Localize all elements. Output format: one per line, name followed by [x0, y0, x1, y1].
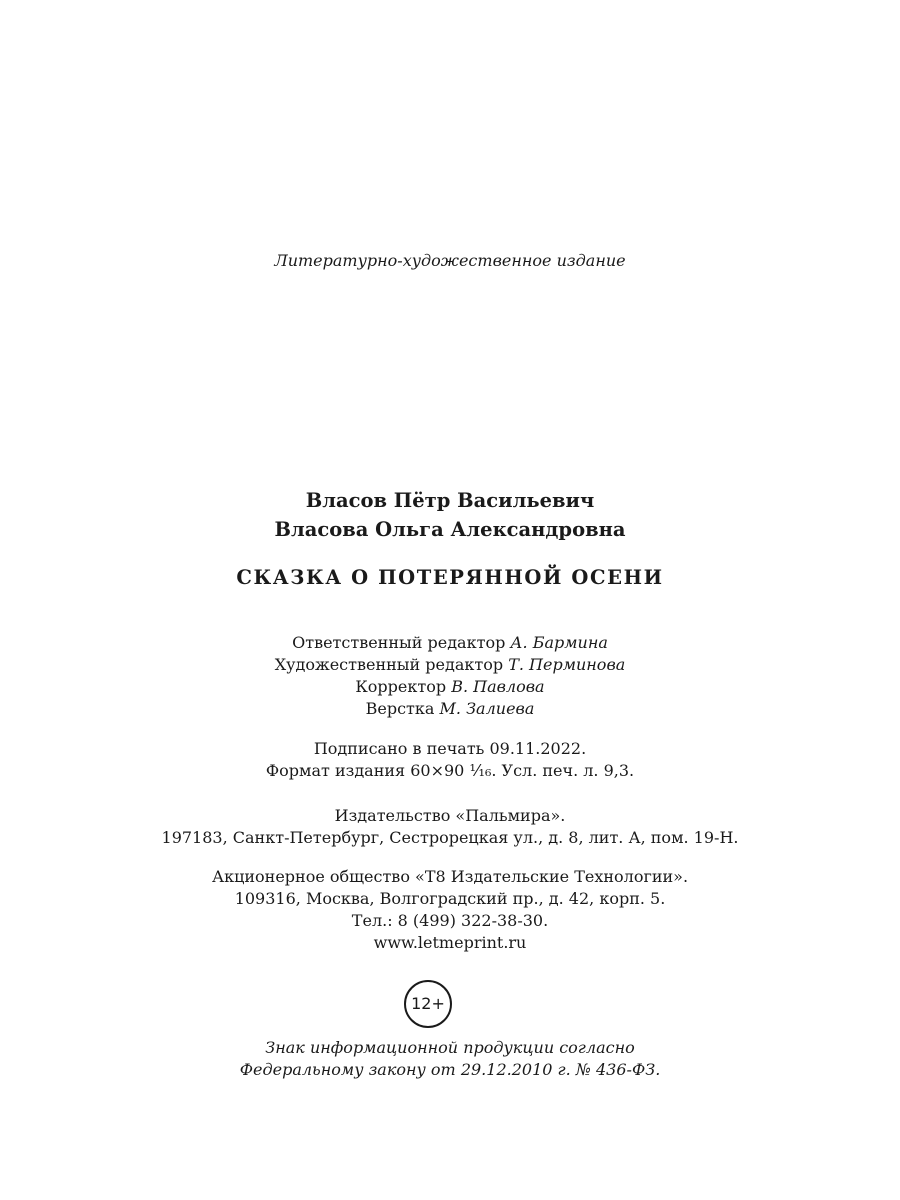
credit-name: В. Павлова — [451, 677, 545, 696]
legal-note-line: Знак информационной продукции согласно — [265, 1038, 635, 1057]
credit-role: Ответственный редактор — [292, 633, 506, 652]
legal-note-line: Федеральному закону от 29.12.2010 г. № 436-ФЗ. — [239, 1060, 661, 1079]
credit-line — [0, 698, 900, 720]
signed-date: Подписано в печать 09.11.2022. — [313, 739, 587, 758]
credit-line — [0, 676, 900, 698]
credit-role: Художественный редактор — [274, 655, 504, 674]
publisher-name: Издательство «Пальмира». — [334, 806, 566, 825]
author-name: Власова Ольга Александровна — [274, 518, 626, 541]
authors-block — [0, 486, 900, 544]
publisher-block — [0, 805, 900, 849]
credit-role: Корректор — [355, 677, 447, 696]
credit-role: Верстка — [365, 699, 435, 718]
printer-phone: Тел.: 8 (499) 322-38-30. — [351, 911, 549, 930]
legal-note — [0, 1037, 900, 1081]
age-rating-badge: 12+ — [404, 980, 452, 1028]
credit-name: А. Бармина — [510, 633, 608, 652]
edition-type: Литературно-художественное издание — [274, 251, 626, 270]
publisher-address: 197183, Санкт-Петербург, Сестрорецкая ул., д. 8, лит. А, пом. 19-Н. — [161, 828, 739, 847]
printer-website: www.letmeprint.ru — [373, 933, 527, 952]
printer-block — [0, 866, 900, 954]
credits-block — [0, 632, 900, 720]
credit-line — [0, 654, 900, 676]
credit-name: Т. Перминова — [508, 655, 626, 674]
book-title: СКАЗКА О ПОТЕРЯННОЙ ОСЕНИ — [236, 566, 664, 589]
printer-address: 109316, Москва, Волгоградский пр., д. 42, корп. 5. — [234, 889, 666, 908]
author-name: Власов Пётр Васильевич — [305, 489, 595, 512]
printer-name: Акционерное общество «Т8 Издательские Технологии». — [211, 867, 689, 886]
credit-line — [0, 632, 900, 654]
print-info-block — [0, 738, 900, 782]
credit-name: М. Залиева — [439, 699, 535, 718]
edition-format: Формат издания 60×90 ¹⁄₁₆. Усл. печ. л. 9,3. — [265, 761, 635, 780]
